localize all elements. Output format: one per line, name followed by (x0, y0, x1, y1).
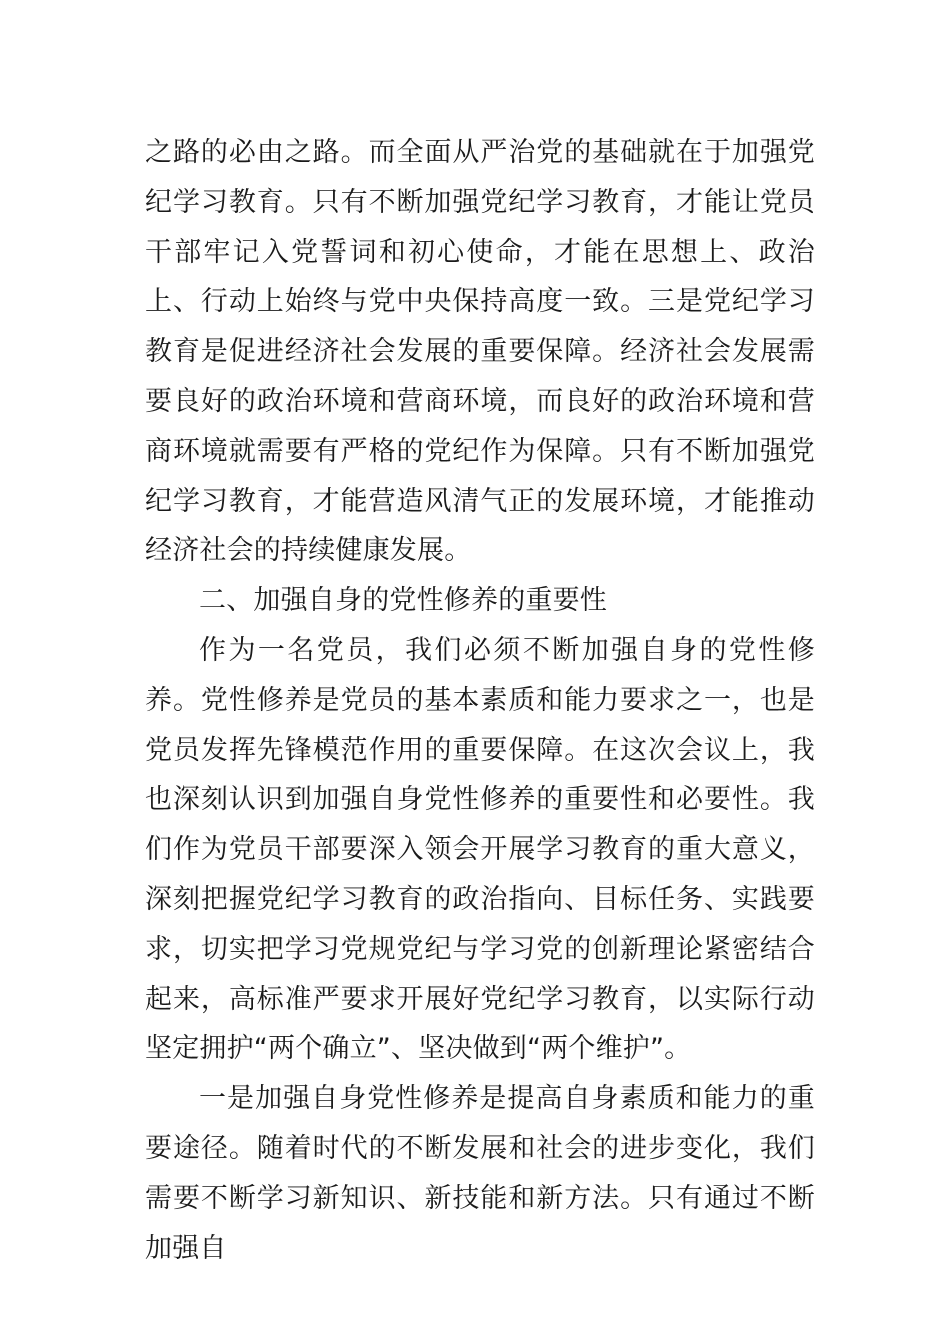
paragraph-party-spirit: 作为一名党员，我们必须不断加强自身的党性修养。党性修养是党员的基本素质和能力要求之一，也是党员发挥先锋模范作用的重要保障。在这次会议上，我也深刻认识到加强自身党性修养的重要性和必要性。我们作为党员干部要深入领会开展学习教育的重大意义，深刻把握党纪学习教育的政治指向、目标任务、实践要求，切实把学习党规党纪与学习党的创新理论紧密结合起来，高标准严要求开展好党纪学习教育，以实际行动坚定拥护“两个确立”、坚决做到“两个维护”。 (145, 634, 815, 1065)
section-heading: 二、加强自身的党性修养的重要性 (199, 585, 607, 617)
paragraph-continuation: 之路的必由之路。而全面从严治党的基础就在于加强党纪学习教育。只有不断加强党纪学习教育，才能让党员干部牢记入党誓词和初心使命，才能在思想上、政治上、行动上始终与党中央保持高度一致。三是党纪学习教育是促进经济社会发展的重要保障。经济社会发展需要良好的政治环境和营商环境，而良好的政治环境和营商环境就需要有严格的党纪作为保障。只有不断加强党纪学习教育，才能营造风清气正的发展环境，才能推动经济社会的持续健康发展。 (145, 137, 815, 567)
document-body (145, 128, 815, 1273)
paragraph-first-point: 一是加强自身党性修养是提高自身素质和能力的重要途径。随着时代的不断发展和社会的进步变化，我们需要不断学习新知识、新技能和新方法。只有通过不断加强自 (145, 1083, 815, 1264)
